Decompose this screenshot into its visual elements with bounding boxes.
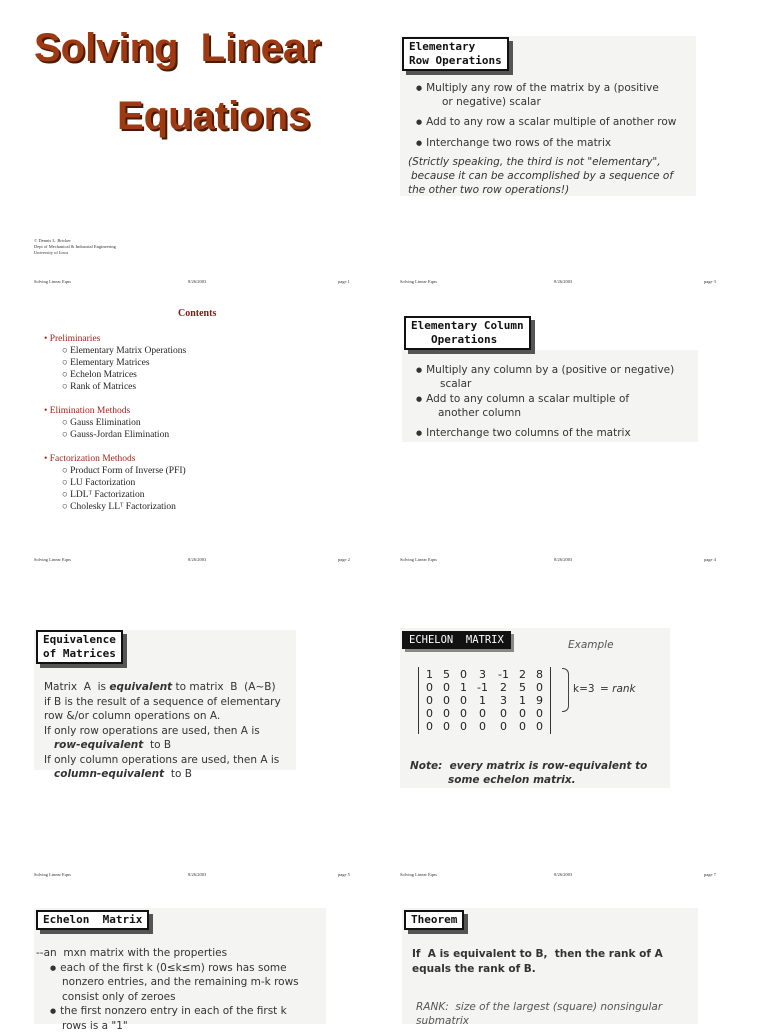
credit-line-2: Dept of Mechanical & Industrial Engineering: [34, 244, 116, 249]
footer-name: Solving Linear Eqns: [34, 279, 71, 284]
footer-date: 8/26/2003: [188, 279, 206, 284]
section-bullet-icon: •: [44, 406, 50, 416]
matrix-cell: 0: [472, 720, 493, 733]
circle-bullet-icon: ○: [62, 382, 70, 392]
matrix-cell: 0: [455, 720, 472, 733]
slide-8-rank-def-1: RANK: size of the largest (square) nonsingular: [416, 1000, 662, 1014]
circle-bullet-icon: ○: [62, 370, 70, 380]
slide-5-line-3: row &/or column operations on A.: [44, 709, 281, 724]
slide-4-bullet-1a: ● Multiply any column by a (positive or negative): [416, 363, 674, 377]
footer-date: 8/26/2003: [554, 557, 572, 562]
matrix-cell: 8: [531, 668, 548, 681]
matrix-cell: 0: [493, 707, 514, 720]
contents-heading: Contents: [178, 308, 216, 319]
section-bullet-icon: •: [44, 334, 50, 344]
contents-section-title: Preliminaries: [50, 334, 101, 344]
slide-2: [0, 292, 384, 572]
matrix-cell: 0: [421, 694, 438, 707]
footer-date: 8/26/2003: [188, 557, 206, 562]
matrix-cell: 0: [514, 720, 531, 733]
slide-5-line-5b: to B: [143, 739, 171, 751]
matrix-cell: 0: [421, 707, 438, 720]
slide-5-title-line1: Equivalence: [43, 633, 116, 647]
slide-5-line-7b: to B: [164, 768, 192, 780]
matrix-cell: 0: [514, 707, 531, 720]
matrix-cell: 1: [421, 668, 438, 681]
contents-section-title: Elimination Methods: [50, 406, 130, 416]
slide-5-line-6: If only column operations are used, then A is: [44, 753, 281, 768]
footer-date: 8/26/2003: [554, 872, 572, 877]
slide-5-title-box: [36, 630, 123, 664]
footer-date: 8/26/2003: [554, 279, 572, 284]
slide-4-title-box: [404, 316, 531, 350]
contents-section-row: [44, 333, 186, 345]
matrix-brace: [562, 668, 569, 712]
slide-3-bullet-1b: or negative) scalar: [416, 95, 676, 109]
section-bullet-icon: •: [44, 454, 50, 464]
matrix-cell: 2: [514, 668, 531, 681]
matrix-cell: -1: [493, 668, 514, 681]
matrix-row: [421, 681, 548, 694]
slide-5-line-1c: to matrix B (A~B): [172, 681, 275, 693]
matrix-cell: 3: [472, 668, 493, 681]
contents-item-label: Cholesky LLᵀ Factorization: [70, 502, 176, 512]
slide-5-line-2: if B is the result of a sequence of elementary: [44, 695, 281, 710]
slide-5-line-5: [44, 738, 281, 753]
slide-3-title-box: [402, 37, 509, 71]
slide-4-bullet-1b: scalar: [416, 377, 674, 391]
slide-8-rank-def-2: submatrix: [416, 1014, 662, 1028]
circle-bullet-icon: ○: [62, 358, 70, 368]
matrix-cell: 5: [514, 681, 531, 694]
matrix-cell: 0: [531, 681, 548, 694]
slide-6-line-1: --an mxn matrix with the properties: [36, 946, 299, 961]
matrix-cell: 0: [438, 707, 455, 720]
contents-item: [44, 429, 186, 441]
slide-1-title-line2: Equations: [117, 94, 310, 139]
rank-k-label: k=3: [573, 682, 595, 696]
footer-page: page 3: [704, 279, 716, 284]
slide-8-title: Theorem: [411, 913, 457, 927]
matrix-cell: 1: [514, 694, 531, 707]
slide-5-line-7: [44, 767, 281, 782]
slide-4-bullet-2a: ● Add to any column a scalar multiple of: [416, 392, 674, 406]
contents-item: [44, 465, 186, 477]
slide-8: [384, 882, 768, 1024]
contents-item-label: Elementary Matrix Operations: [70, 346, 186, 356]
slide-4: [384, 292, 768, 572]
contents-item-label: Gauss-Jordan Elimination: [70, 430, 169, 440]
slide-8-line-2: equals the rank of B.: [412, 962, 663, 977]
matrix-cell: 1: [455, 681, 472, 694]
slide-6-bullet-1c: consist only of zeroes: [36, 990, 299, 1005]
slide-6-bullet-2a: ● the first nonzero entry in each of the first k: [36, 1004, 299, 1019]
contents-section-row: [44, 453, 186, 465]
contents-item-label: Product Form of Inverse (PFI): [70, 466, 186, 476]
slide-6-title-box: [36, 910, 149, 930]
matrix-cell: 5: [438, 668, 455, 681]
circle-bullet-icon: ○: [62, 418, 70, 428]
circle-bullet-icon: ○: [62, 430, 70, 440]
matrix-cell: 0: [455, 668, 472, 681]
contents-list: [44, 333, 186, 513]
footer-date: 8/26/2003: [188, 872, 206, 877]
slide-4-title-line1: Elementary Column: [411, 319, 524, 333]
slide-4-bullet-2b: another column: [416, 406, 674, 420]
matrix-cell: 0: [472, 707, 493, 720]
slide-3-note-1: (Strictly speaking, the third is not "elementary",: [408, 155, 673, 169]
slide-3-note-2: because it can be accomplished by a sequence of: [408, 169, 673, 183]
slide-7-note-2: some echelon matrix.: [410, 773, 647, 787]
contents-item: [44, 357, 186, 369]
slide-1-title-line1: Solving Linear: [34, 26, 321, 71]
matrix-cell: 0: [438, 720, 455, 733]
matrix-cell: 0: [455, 694, 472, 707]
matrix-cell: 0: [421, 681, 438, 694]
slide-4-title-line2: Operations: [411, 333, 524, 347]
slide-5-line-4: If only row operations are used, then A is: [44, 724, 281, 739]
slide-6-title: Echelon Matrix: [43, 913, 142, 927]
matrix-cell: 3: [493, 694, 514, 707]
slide-3-bullet-1a: ● Multiply any row of the matrix by a (positive: [416, 81, 676, 95]
footer-name: Solving Linear Eqns: [34, 557, 71, 562]
slide-3-bullet-3: ● Interchange two rows of the matrix: [416, 136, 676, 150]
slide-7-title: ECHELON MATRIX: [409, 634, 504, 646]
circle-bullet-icon: ○: [62, 466, 70, 476]
footer-name: Solving Linear Eqns: [400, 557, 437, 562]
contents-item: [44, 477, 186, 489]
row-equivalent-term: row-equivalent: [54, 739, 143, 751]
matrix-cell: 0: [438, 694, 455, 707]
footer-name: Solving Linear Eqns: [400, 279, 437, 284]
contents-item: [44, 501, 186, 513]
footer-page: page 1: [338, 279, 350, 284]
circle-bullet-icon: ○: [62, 490, 70, 500]
contents-item: [44, 345, 186, 357]
slide-8-line-1: If A is equivalent to B, then the rank of A: [412, 947, 663, 962]
matrix-cell: 0: [531, 707, 548, 720]
slide-8-title-box: [404, 910, 464, 930]
slide-4-bullet-3: ● Interchange two columns of the matrix: [416, 426, 674, 440]
contents-item-label: LDLᵀ Factorization: [70, 490, 144, 500]
matrix-cell: 0: [421, 720, 438, 733]
contents-item: [44, 417, 186, 429]
circle-bullet-icon: ○: [62, 346, 70, 356]
slide-6-bullet-1b: nonzero entries, and the remaining m-k rows: [36, 975, 299, 990]
circle-bullet-icon: ○: [62, 478, 70, 488]
footer-page: page 4: [704, 557, 716, 562]
slide-6-bullet-2b: rows is a "1": [36, 1019, 299, 1033]
slide-5-title-line2: of Matrices: [43, 647, 116, 661]
matrix-row: [421, 707, 548, 720]
slide-7-title-box: [402, 631, 511, 649]
equivalent-term: equivalent: [109, 681, 172, 693]
contents-item: [44, 381, 186, 393]
slide-1: [0, 0, 384, 292]
matrix-cell: 0: [493, 720, 514, 733]
slide-5-line-1a: Matrix A is: [44, 681, 109, 693]
contents-item-label: Elementary Matrices: [70, 358, 149, 368]
footer-page: page 2: [338, 557, 350, 562]
contents-item-label: LU Factorization: [70, 478, 135, 488]
matrix-cell: 0: [455, 707, 472, 720]
slide-3-title-line1: Elementary: [409, 40, 502, 54]
footer-name: Solving Linear Eqns: [34, 872, 71, 877]
matrix-row: [421, 694, 548, 707]
slide-3: [384, 0, 768, 292]
slide-7: [384, 572, 768, 882]
footer-page: page 5: [338, 872, 350, 877]
contents-item: [44, 369, 186, 381]
slide-3-bullet-2: ● Add to any row a scalar multiple of another row: [416, 115, 676, 129]
slide-5: [0, 572, 384, 882]
slide-6: [0, 882, 384, 1024]
matrix-cell: 0: [438, 681, 455, 694]
rank-label: = rank: [600, 682, 636, 696]
contents-section-row: [44, 405, 186, 417]
contents-item-label: Echelon Matrices: [70, 370, 137, 380]
footer-page: page 7: [704, 872, 716, 877]
matrix-row: [421, 668, 548, 681]
matrix-cell: 1: [472, 694, 493, 707]
slide-5-line-1: [44, 680, 281, 695]
contents-item-label: Gauss Elimination: [70, 418, 140, 428]
matrix-row: [421, 720, 548, 733]
credit-line-3: University of Iowa: [34, 250, 68, 255]
contents-section-title: Factorization Methods: [50, 454, 136, 464]
circle-bullet-icon: ○: [62, 502, 70, 512]
footer-name: Solving Linear Eqns: [400, 872, 437, 877]
example-label: Example: [568, 638, 614, 652]
column-equivalent-term: column-equivalent: [54, 768, 164, 780]
contents-item: [44, 489, 186, 501]
credit-line-1: © Dennis L. Bricker: [34, 238, 71, 243]
slide-6-bullet-1a: ● each of the first k (0≤k≤m) rows has some: [36, 961, 299, 976]
matrix-cell: 9: [531, 694, 548, 707]
example-matrix: [418, 667, 551, 734]
slide-3-title-line2: Row Operations: [409, 54, 502, 68]
matrix-cell: -1: [472, 681, 493, 694]
slide-7-note-1: Note: every matrix is row-equivalent to: [410, 759, 647, 773]
contents-item-label: Rank of Matrices: [70, 382, 136, 392]
slide-3-note-3: the other two row operations!): [408, 183, 673, 197]
matrix-cell: 2: [493, 681, 514, 694]
matrix-cell: 0: [531, 720, 548, 733]
